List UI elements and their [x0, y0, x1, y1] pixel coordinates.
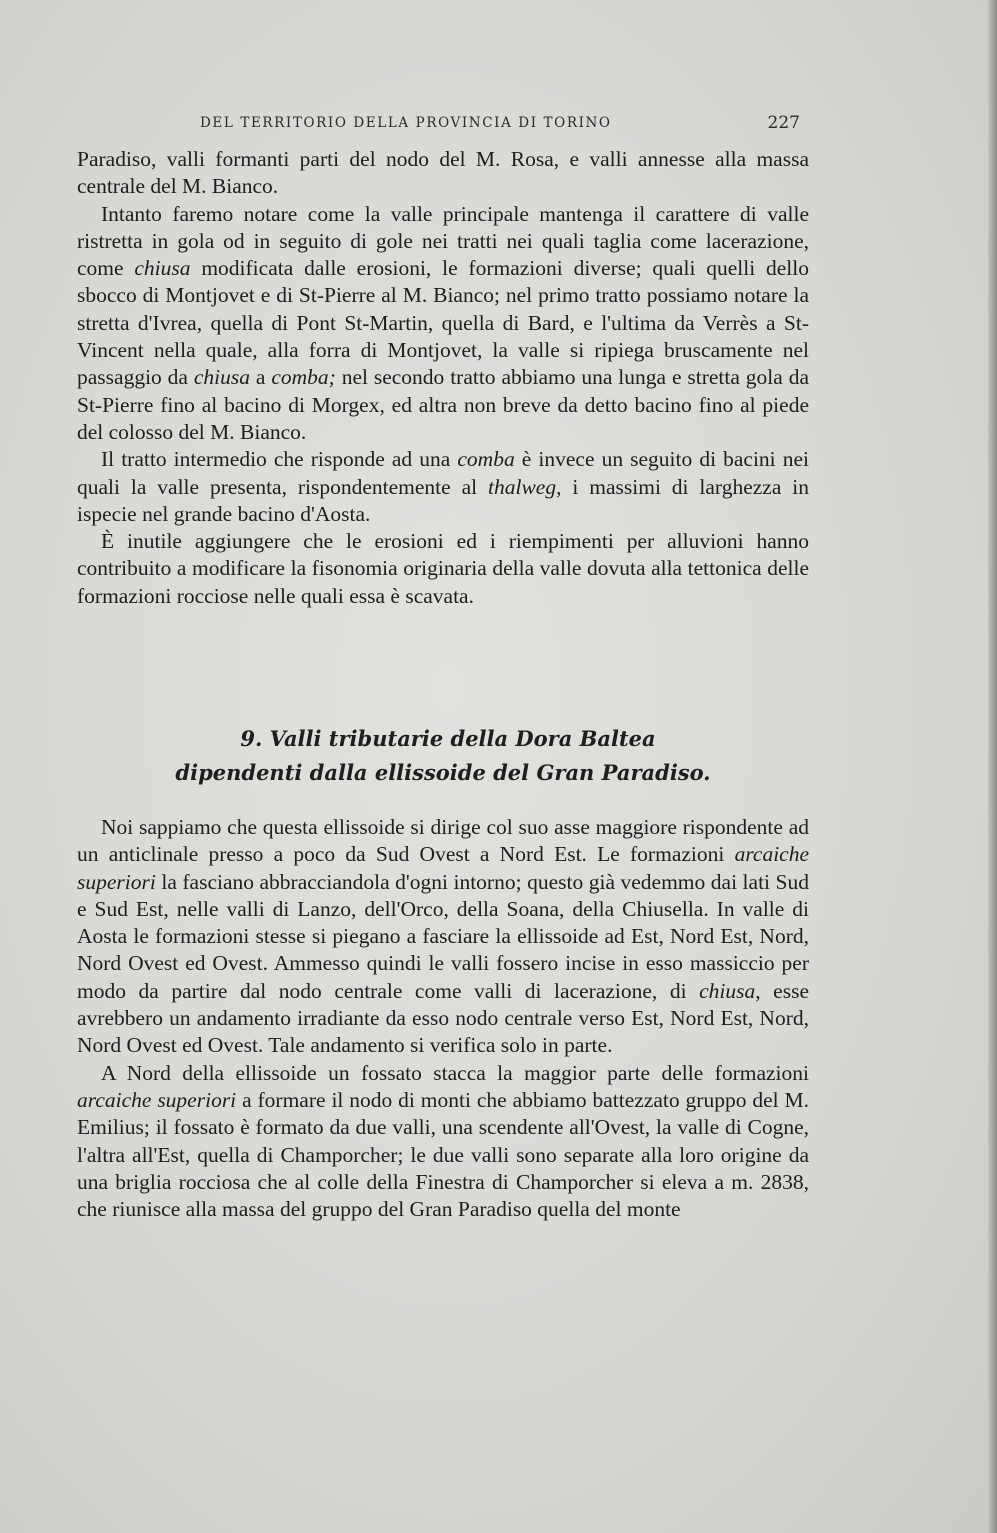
- text-run: a: [250, 365, 272, 390]
- text-run: , esse avrebbero un andamento irradiante da esso nodo centrale verso Est, Nord Est, Nord, Nord Ovest ed Ovest. Tale andamento si verifica solo in parte.: [77, 978, 809, 1058]
- page-header: [200, 113, 800, 135]
- page-number: 227: [767, 113, 800, 133]
- section-heading: [77, 722, 809, 790]
- paragraph-continuation: Paradiso, valli formanti parti del nodo del M. Rosa, e valli annesse alla massa centrale del M. Bianco.: [77, 147, 809, 199]
- paragraph: [77, 1060, 809, 1224]
- italic-term: chiusa: [193, 365, 250, 390]
- italic-term: chiusa: [699, 978, 756, 1003]
- text-run: nel secondo tratto abbiamo una lunga e stretta gola da St-Pierre fino al bacino di Morgex, ed altra non breve da detto bacino fino al piede del colosso del M. Bianco.: [77, 365, 809, 444]
- italic-term: arcaiche superiori: [77, 842, 809, 894]
- section-heading-line-1: 9. Valli tributarie della Dora Baltea: [240, 726, 656, 751]
- text-run: Il tratto intermedio che risponde ad una: [101, 447, 458, 472]
- page-edge-shadow: [988, 0, 997, 1533]
- text-run: è invece un seguito di bacini nei quali la valle presenta, rispondentemente al: [77, 447, 809, 499]
- italic-term: comba;: [271, 365, 336, 390]
- section-heading-line-2: dipendenti dalla ellissoide del Gran Paradiso.: [175, 760, 711, 785]
- text-block-upper: [77, 146, 809, 610]
- text-run: A Nord della ellissoide un fossato stacca la maggior parte delle formazioni: [101, 1060, 809, 1085]
- italic-term: thalweg: [488, 474, 557, 499]
- paragraph: [77, 446, 809, 528]
- text-run: Noi sappiamo che questa ellissoide si dirige col suo asse maggiore rispondente ad un anticlinale presso a poco da Sud Ovest a Nord Est. Le formazioni: [77, 815, 809, 867]
- italic-term: arcaiche superiori: [77, 1087, 237, 1112]
- running-head: DEL TERRITORIO DELLA PROVINCIA DI TORINO: [200, 115, 612, 131]
- paragraph: [77, 201, 809, 447]
- text-block-lower: [77, 814, 809, 1223]
- paragraph: È inutile aggiungere che le erosioni ed i riempimenti per alluvioni hanno contribuito a modificare la fisonomia originaria della valle dovuta alla tettonica delle formazioni rocciose nelle quali essa è scavata.: [77, 529, 809, 608]
- text-run: a formare il nodo di monti che abbiamo battezzato gruppo del M. Emilius; il fossato è formato da due valli, una scendente all'Ovest, la valle di Cogne, l'altra all'Est, quella di Champorcher; le due valli sono separate alla loro origine da una briglia rocciosa che al colle della Finestra di Champorcher si eleva a m. 2838, che riunisce alla massa del gruppo del Gran Paradiso quella del monte: [77, 1087, 810, 1222]
- paragraph: [77, 814, 809, 1060]
- text-run: , i massimi di larghezza in ispecie nel grande bacino d'Aosta.: [77, 474, 809, 526]
- italic-term: comba: [457, 447, 515, 472]
- text-run: Intanto faremo notare come la valle principale mantenga il carattere di valle ristretta in gola od in seguito di gole nei tratti nei quali taglia come lacerazione, come: [77, 201, 809, 281]
- text-run: la fasciano abbracciandola d'ogni intorno; questo già vedemmo dai lati Sud e Sud Est, nelle valli di Lanzo, dell'Orco, della Soana, della Chiusella. In valle di Aosta le formazioni stesse si piegano a fasciare la ellissoide ad Est, Nord Est, Nord, Nord Ovest ed Ovest. Ammesso quindi le valli fossero incise in esso massiccio per modo da partire dal nodo centrale come valli di lacerazione, di: [77, 869, 809, 1003]
- italic-term: chiusa: [134, 256, 191, 281]
- text-run: modificata dalle erosioni, le formazioni diverse; quali quelli dello sbocco di Montjovet e di St-Pierre al M. Bianco; nel primo tratto possiamo notare la stretta d'Ivrea, quella di Pont St-Martin, quella di Bard, e l'ultima da Verrès a St-Vincent nella quale, alla forra di Montjovet, la valle si ripiega bruscamente nel passaggio da: [77, 256, 809, 390]
